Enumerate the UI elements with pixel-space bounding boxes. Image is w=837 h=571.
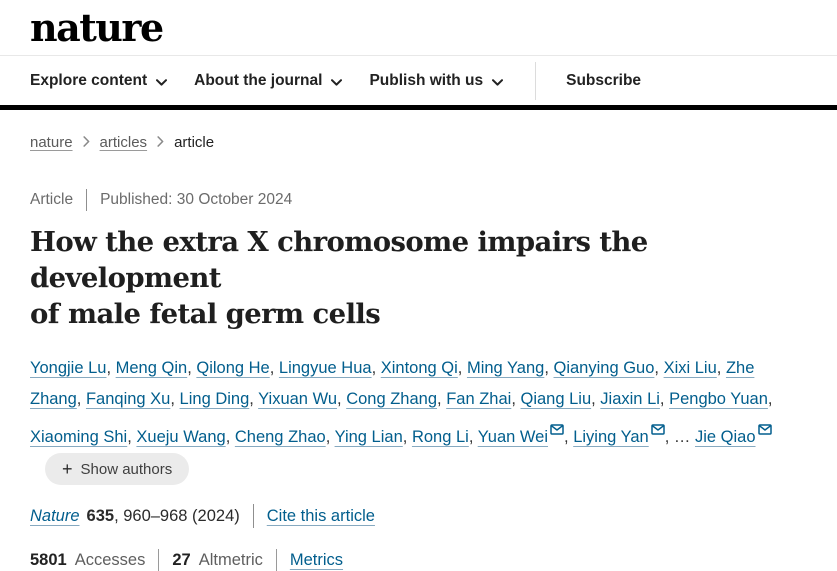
author-link[interactable]: Jie Qiao [694, 428, 756, 446]
author-link[interactable]: Meng Qin [115, 359, 188, 377]
email-icon[interactable] [758, 421, 772, 439]
author-separator: , [544, 359, 554, 377]
author-link[interactable]: Cheng Zhao [234, 428, 326, 446]
article-title-line: of male fetal germ cells [30, 298, 381, 330]
email-icon[interactable] [651, 421, 665, 439]
author-separator: , [249, 390, 259, 408]
nav-item-label: About the journal [194, 71, 323, 89]
logo-row [0, 0, 837, 56]
author-separator: , [437, 390, 447, 408]
author-separator: , [325, 428, 335, 446]
chevron-down-icon [492, 73, 503, 91]
chevron-right-icon [83, 134, 90, 151]
breadcrumb-item-nature[interactable]: nature [30, 133, 73, 151]
author-link[interactable]: Xintong Qi [380, 359, 458, 377]
author-link[interactable]: Xixi Liu [663, 359, 717, 377]
author-separator: , … [664, 428, 695, 446]
show-authors-label: Show authors [80, 460, 173, 478]
metrics-divider [276, 549, 277, 571]
author-separator: , [716, 359, 726, 377]
metrics-link[interactable]: Metrics [289, 550, 344, 569]
author-link[interactable]: Xueju Wang [136, 428, 226, 446]
altmetric-count: 27 [172, 550, 191, 569]
pages-text: , 960–968 (2024) [114, 506, 240, 525]
author-separator: , [127, 428, 137, 446]
email-icon[interactable] [550, 421, 564, 439]
article-meta [30, 189, 807, 211]
author-link[interactable]: Yongjie Lu [30, 359, 107, 377]
nav-item-subscribe[interactable] [566, 72, 641, 90]
nature-logo[interactable]: nature [30, 4, 163, 50]
author-link[interactable]: Fan Zhai [446, 390, 512, 408]
show-authors-button[interactable] [45, 453, 189, 485]
author-link[interactable]: Yuan Wei [477, 428, 549, 446]
breadcrumb [30, 133, 807, 151]
author-separator: , [337, 390, 347, 408]
journal-link[interactable]: Nature [30, 506, 80, 525]
author-separator: , [457, 359, 467, 377]
author-separator: , [371, 359, 381, 377]
plus-icon: + [62, 459, 73, 479]
author-link[interactable]: Ming Yang [466, 359, 545, 377]
author-separator: , [269, 359, 279, 377]
author-separator: , [225, 428, 235, 446]
author-link[interactable]: Qianying Guo [553, 359, 655, 377]
article-type-label: Article [30, 191, 74, 208]
author-separator: , [659, 390, 670, 408]
nav-item-explore-content[interactable] [30, 71, 167, 91]
author-link[interactable]: Liying Yan [573, 428, 649, 446]
nav-item-label: Subscribe [566, 71, 642, 89]
author-link[interactable]: Ying Lian [334, 428, 403, 446]
nav-item-about-the-journal[interactable] [194, 71, 342, 91]
published-text: Published: 30 October 2024 [100, 191, 293, 208]
nav-divider [535, 62, 536, 100]
author-link[interactable]: Lingyue Hua [278, 359, 372, 377]
breadcrumb-item-articles[interactable]: articles [99, 133, 148, 151]
cite-this-article-link[interactable]: Cite this article [266, 506, 375, 525]
chevron-down-icon [156, 73, 167, 91]
author-list [30, 353, 807, 485]
author-link[interactable]: Xiaoming Shi [30, 428, 128, 446]
article-page [0, 133, 837, 571]
author-separator: , [106, 359, 116, 377]
author-link[interactable]: Yixuan Wu [258, 390, 338, 408]
citation-line [30, 504, 807, 528]
breadcrumb-item-article: article [174, 133, 215, 151]
author-link[interactable]: Cong Zhang [346, 390, 438, 408]
meta-divider [86, 189, 87, 211]
metrics-divider [158, 549, 159, 571]
accesses-label: Accesses [74, 550, 146, 569]
author-separator: , [76, 390, 86, 408]
author-link[interactable]: Zhe Zhang [30, 359, 755, 408]
author-link[interactable]: Pengbo Yuan [669, 390, 768, 408]
chevron-down-icon [331, 73, 342, 91]
author-separator: , [564, 428, 574, 446]
author-separator: , [170, 390, 180, 408]
volume-number: 635 [86, 506, 115, 525]
author-separator: , [511, 390, 521, 408]
nav-item-label: Publish with us [369, 71, 484, 89]
accesses-count: 5801 [30, 550, 67, 569]
article-title-line: How the extra X chromosome impairs the development [30, 226, 648, 294]
author-separator: , [654, 359, 664, 377]
author-link[interactable]: Fanqing Xu [85, 390, 171, 408]
author-separator: , [402, 428, 412, 446]
nav-item-label: Explore content [30, 71, 148, 89]
author-separator: , [767, 390, 773, 408]
author-separator: , [468, 428, 478, 446]
author-separator: , [187, 359, 197, 377]
metrics-line [30, 549, 807, 571]
site-header [0, 0, 837, 110]
article-title [30, 224, 807, 332]
chevron-right-icon [157, 134, 164, 151]
main-nav [0, 56, 837, 110]
author-link[interactable]: Qilong He [196, 359, 270, 377]
author-separator: , [591, 390, 601, 408]
author-link[interactable]: Qiang Liu [520, 390, 592, 408]
author-link[interactable]: Jiaxin Li [600, 390, 660, 408]
citation-divider [253, 504, 254, 528]
author-link[interactable]: Rong Li [411, 428, 469, 446]
author-link[interactable]: Ling Ding [179, 390, 250, 408]
altmetric-label: Altmetric [198, 550, 263, 569]
nav-item-publish-with-us[interactable] [369, 71, 503, 91]
